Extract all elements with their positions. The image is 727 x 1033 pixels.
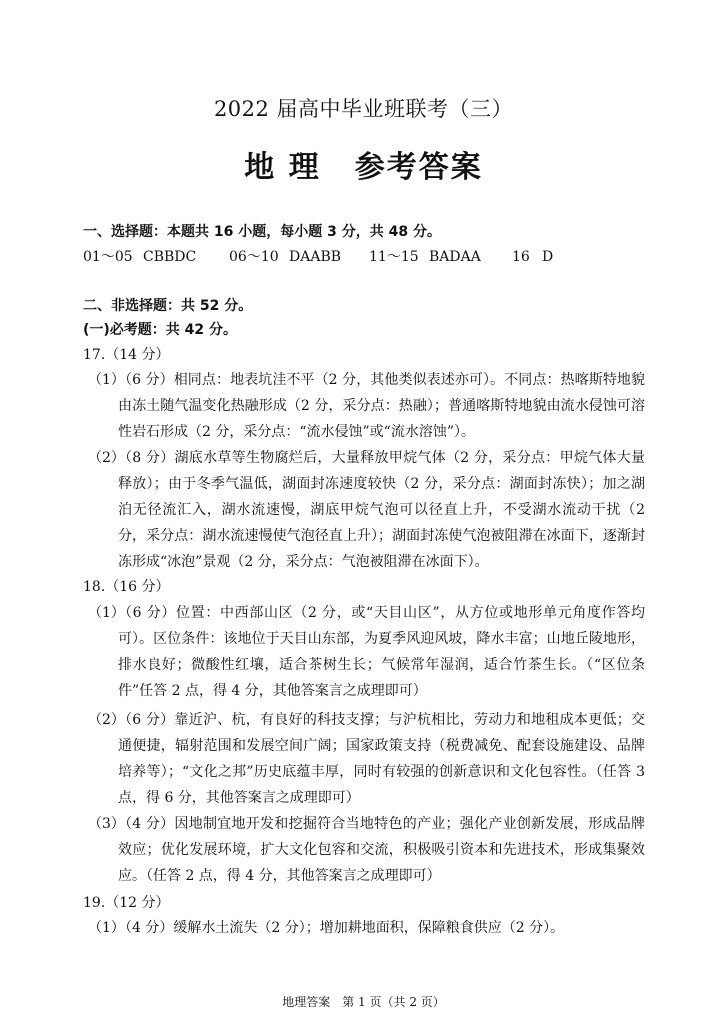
q17-part2-text: （8 分）湖底水草等生物腐烂后，大量释放甲烷气体（2 分，采分点：甲烷气体大量释放）；由于冬季气温低，湖面封冻速度较快（2 分，采分点：湖面封冻快）；加之湖泊无径流汇入，湖水流速慢，湖底甲烷气泡可以径直上升，不受湖水流动干扰（2 分，采分点：湖水流速慢使气泡径直上升）；湖面封冻使气泡被阻滞在冰面下，逐渐封冻形成“冰泡”景观（2 分，采分点：气泡被阻滞在冰面下）。 bbox=[118, 450, 645, 570]
question-18-label: 18.（16 分） bbox=[83, 579, 170, 595]
subject-name: 地 理 bbox=[244, 150, 321, 185]
q19-part1-text: （4 分）缓解水土流失（2 分）；增加耕地面积，保障粮食供应（2 分）。 bbox=[118, 920, 565, 936]
part-number: （3） bbox=[88, 816, 125, 832]
q18-part1 bbox=[88, 600, 645, 704]
q18-part3-text: （4 分）因地制宜地开发和挖掘符合当地特色的产业；强化产业创新发展，形成品牌效应；优化发展环境，扩大文化包容和交流，积极吸引资本和先进技术，形成集聚效应。（任答 2 点，得 4 分，其他答案言之成理即可） bbox=[118, 816, 645, 884]
choice-answers-row bbox=[83, 247, 553, 267]
part-number: （2） bbox=[88, 712, 125, 728]
subject-heading bbox=[0, 142, 727, 186]
q18-part2-text: （6 分）靠近沪、杭，有良好的科技支撑；与沪杭相比，劳动力和地租成本更低；交通便捷，辐射范围和发展空间广阔；国家政策支持（税费减免、配套设施建设、品牌培养等）；“文化之邦”历史底蕴丰厚，同时有较强的创新意识和文化包容性。（任答 3 点，得 6 分，其他答案言之成理即可） bbox=[118, 712, 645, 806]
q17-part2 bbox=[88, 445, 645, 575]
section2-heading: 二、非选择题：共 52 分。 bbox=[83, 298, 253, 314]
q19-part1 bbox=[88, 915, 645, 941]
required-heading: (一)必考题：共 42 分。 bbox=[83, 322, 238, 338]
answer-letters: D bbox=[542, 249, 554, 265]
q17-part1-text: （6 分）相同点：地表坑洼不平（2 分，其他类似表述亦可）。不同点：热喀斯特地貌由冻土随气温变化热融形成（2 分，采分点：热融）；普通喀斯特地貌由流水侵蚀可溶性岩石形成（2 分，采分点：“流水侵蚀”或“流水溶蚀”）。 bbox=[118, 372, 645, 440]
answer-range: 06～10 bbox=[229, 249, 279, 265]
part-number: （1） bbox=[88, 605, 125, 621]
q18-part1-text: （6 分）位置：中西部山区（2 分，或“天目山区”，从方位或地形单元角度作答均可）。区位条件：该地位于天目山东部，为夏季风迎风坡，降水丰富；山地丘陵地形，排水良好；微酸性红壤，适合茶树生长；气候常年湿润，适合竹茶生长。（“区位条件”任答 2 点，得 4 分，其他答案言之成理即可） bbox=[118, 605, 645, 699]
part-number: （1） bbox=[88, 920, 125, 936]
answer-range: 16 bbox=[512, 249, 530, 265]
section1-heading: 一、选择题：本题共 16 小题，每小题 3 分，共 48 分。 bbox=[83, 224, 441, 240]
page-footer: 地理答案 第 1 页（共 2 页） bbox=[282, 995, 445, 1009]
q18-part3 bbox=[88, 811, 645, 889]
q17-part1 bbox=[88, 367, 645, 445]
answer-range: 01～05 bbox=[83, 249, 133, 265]
part-number: （2） bbox=[88, 450, 125, 466]
q18-part2 bbox=[88, 707, 645, 811]
answer-range: 11～15 bbox=[369, 249, 419, 265]
question-19-label: 19.（12 分） bbox=[83, 895, 170, 911]
question-17-label: 17.（14 分） bbox=[83, 347, 170, 363]
answer-letters: DAABB bbox=[289, 249, 342, 265]
answer-letters: CBBDC bbox=[143, 249, 197, 265]
part-number: （1） bbox=[88, 372, 125, 388]
exam-title: 2022 届高中毕业班联考（三） bbox=[213, 97, 514, 121]
answer-key-label: 参考答案 bbox=[354, 150, 483, 185]
answer-letters: BADAA bbox=[429, 249, 481, 265]
